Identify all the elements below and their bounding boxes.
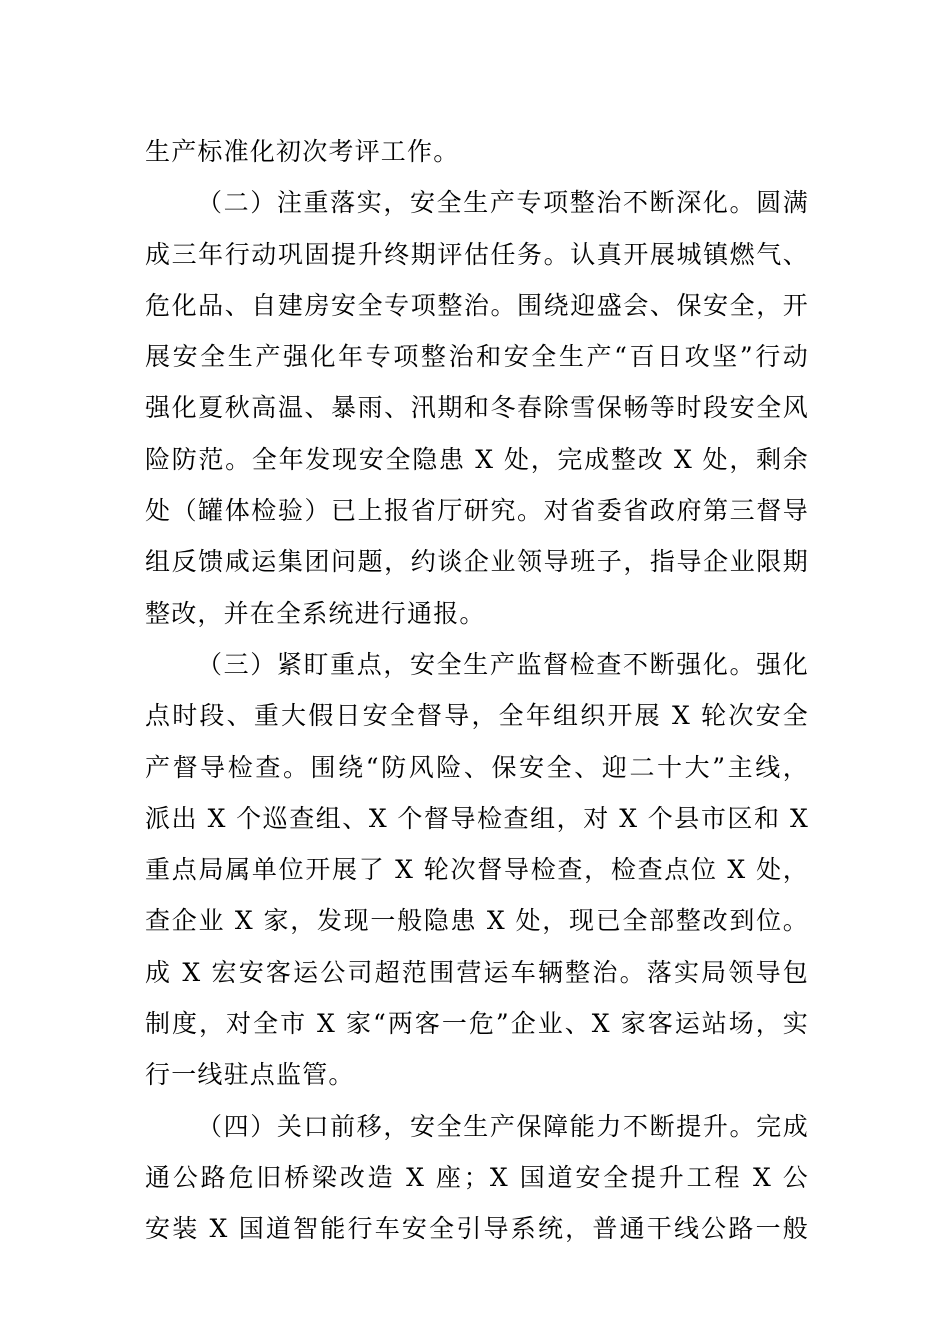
paragraph-line: 强化夏秋高温、暴雨、汛期和冬春除雪保畅等时段安全风 bbox=[145, 393, 809, 423]
paragraph-line: 查企业 X 家，发现一般隐患 X 处，现已全部整改到位。 bbox=[145, 906, 809, 936]
paragraph-line: 成 X 宏安客运公司超范围营运车辆整治。落实局领导包 bbox=[145, 957, 809, 987]
document-body bbox=[145, 126, 809, 1255]
section-heading-line: （四）关口前移，安全生产保障能力不断提升。完成 bbox=[197, 1111, 809, 1141]
paragraph-line: 成三年行动巩固提升终期评估任务。认真开展城镇燃气、 bbox=[145, 239, 809, 269]
paragraph-line: 派出 X 个巡查组、X 个督导检查组，对 X 个县市区和 X bbox=[145, 803, 809, 833]
paragraph-line: 险防范。全年发现安全隐患 X 处，完成整改 X 处，剩余 bbox=[145, 444, 809, 474]
paragraph-line: 安装 X 国道智能行车安全引导系统，普通干线公路一般 bbox=[145, 1214, 809, 1244]
paragraph-line: 整改，并在全系统进行通报。 bbox=[145, 598, 486, 628]
paragraph-line: 重点局属单位开展了 X 轮次督导检查，检查点位 X 处， bbox=[145, 855, 809, 885]
paragraph-line: 行一线驻点监管。 bbox=[145, 1060, 355, 1090]
paragraph-line: 处（罐体检验）已上报省厅研究。对省委省政府第三督导 bbox=[145, 496, 809, 526]
paragraph-line: 生产标准化初次考评工作。 bbox=[145, 137, 460, 166]
paragraph-line: 危化品、自建房安全专项整治。围绕迎盛会、保安全，开 bbox=[145, 290, 809, 320]
section-heading-line: （三）紧盯重点，安全生产监督检查不断强化。强化 bbox=[197, 649, 809, 679]
paragraph-line: 组反馈咸运集团问题，约谈企业领导班子，指导企业限期 bbox=[145, 547, 809, 577]
paragraph-line: 展安全生产强化年专项整治和安全生产“百日攻坚”行动 bbox=[145, 342, 809, 372]
paragraph-line: 点时段、重大假日安全督导，全年组织开展 X 轮次安全 bbox=[145, 701, 809, 731]
paragraph-line: 通公路危旧桥梁改造 X 座；X 国道安全提升工程 X 公 bbox=[145, 1162, 809, 1192]
paragraph-line: 制度，对全市 X 家“两客一危”企业、X 家客运站场，实 bbox=[145, 1009, 809, 1039]
paragraph-line: 产督导检查。围绕“防风险、保安全、迎二十大”主线， bbox=[145, 752, 809, 782]
section-heading-line: （二）注重落实，安全生产专项整治不断深化。圆满 bbox=[197, 188, 809, 218]
